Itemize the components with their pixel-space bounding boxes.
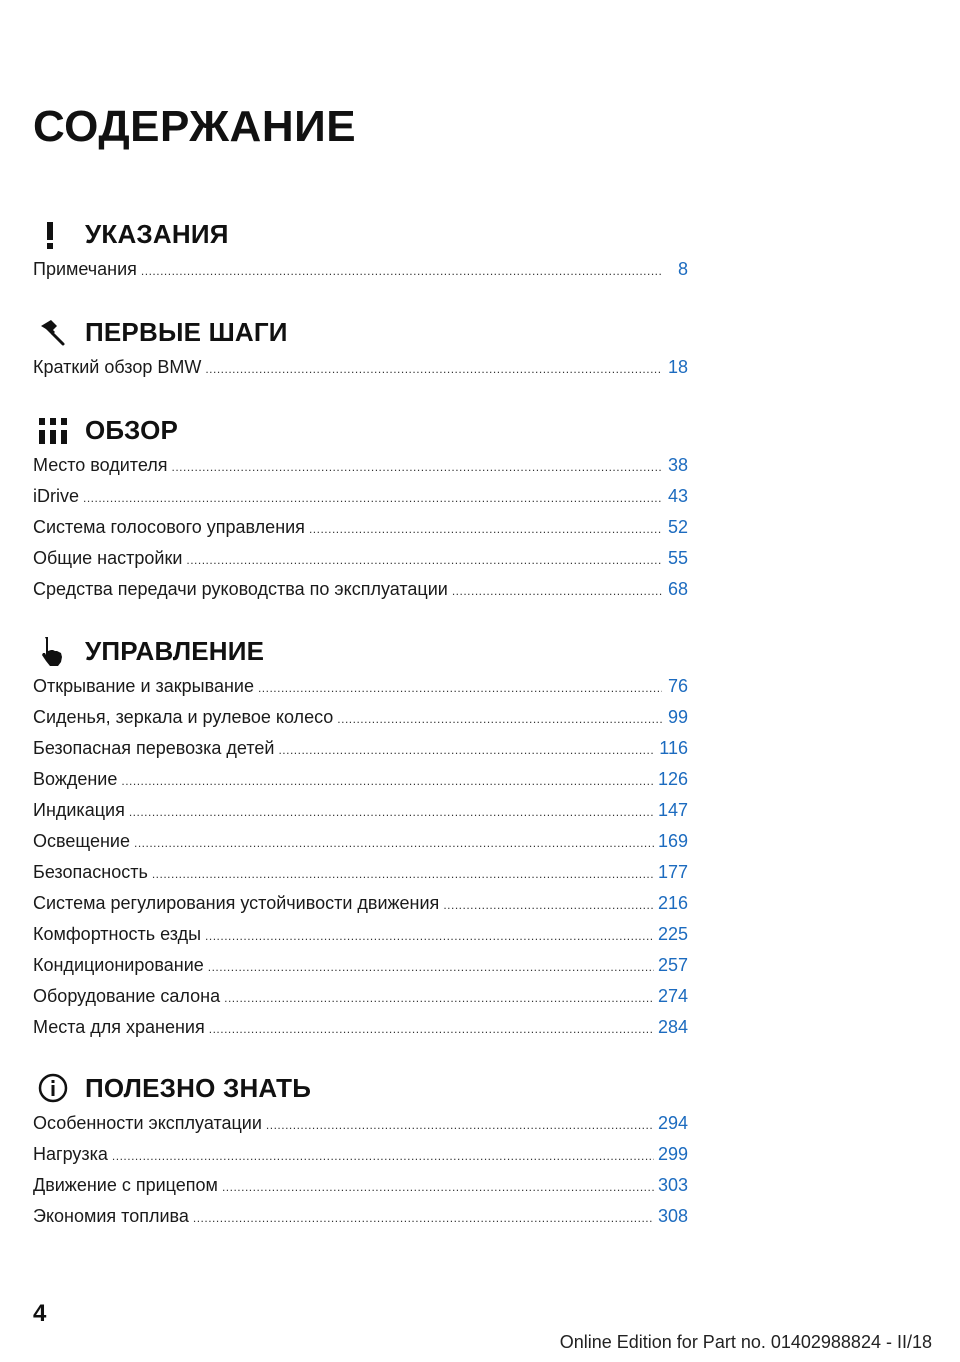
toc-entry-label: Движение с прицепом <box>33 1175 218 1195</box>
dot-leader <box>443 890 654 921</box>
section-header <box>33 312 688 352</box>
toc-entry-label: Краткий обзор BMW <box>33 357 202 377</box>
toc-entry-page[interactable]: 177 <box>657 862 688 882</box>
dot-leader <box>121 766 654 797</box>
toc-entry-label: Сиденья, зеркала и рулевое колесо <box>33 707 334 727</box>
page-number: 4 <box>33 1300 47 1327</box>
toc-entry-page[interactable]: 274 <box>657 986 688 1006</box>
dot-leader <box>222 1172 654 1203</box>
toc-entry-label: Нагрузка <box>33 1144 108 1164</box>
toc-entry[interactable] <box>33 512 688 543</box>
toc-entry-label: Система голосового управления <box>33 517 305 537</box>
toc-entry[interactable] <box>33 352 688 383</box>
exclamation-icon <box>33 214 73 254</box>
dot-leader <box>337 704 662 735</box>
section-notes <box>33 214 688 285</box>
toc-entry-label: Система регулирования устойчивости движения <box>33 893 440 913</box>
toc-entry[interactable] <box>33 450 688 481</box>
dot-leader <box>309 514 662 545</box>
toc-entry[interactable] <box>33 764 688 795</box>
toc-entry-label: Освещение <box>33 831 130 851</box>
toc-entry[interactable] <box>33 888 688 919</box>
dot-leader <box>83 483 662 514</box>
toc-entry[interactable] <box>33 857 688 888</box>
toc-entry[interactable] <box>33 481 688 512</box>
toc-entry-label: Места для хранения <box>33 1017 205 1037</box>
toc-entry-page[interactable]: 18 <box>667 357 688 377</box>
toc-entry-label: Место водителя <box>33 455 168 475</box>
toc-entry-page[interactable]: 68 <box>667 579 688 599</box>
toc-entry-page[interactable]: 303 <box>657 1175 688 1195</box>
toc-entry-page[interactable]: 225 <box>657 924 688 944</box>
toc-entry-page[interactable]: 216 <box>657 893 688 913</box>
toc-entry-label: Вождение <box>33 769 118 789</box>
dot-leader <box>258 673 662 704</box>
dot-leader <box>208 952 654 983</box>
toc-entry[interactable] <box>33 733 688 764</box>
dot-leader <box>152 859 654 890</box>
toc-entry-page[interactable]: 257 <box>657 955 688 975</box>
section-title: УКАЗАНИЯ <box>85 218 229 249</box>
toc-entry[interactable] <box>33 1139 688 1170</box>
toc-entry-page[interactable]: 126 <box>657 769 688 789</box>
toc-entry-page[interactable]: 55 <box>667 548 688 568</box>
toc-entry-page[interactable]: 169 <box>657 831 688 851</box>
toc-entry-label: Кондиционирование <box>33 955 204 975</box>
toc-entry-label: Особенности эксплуатации <box>33 1113 262 1133</box>
page-title: СОДЕРЖАНИЕ <box>33 102 357 151</box>
toc-entry[interactable] <box>33 543 688 574</box>
section-title: ПОЛЕЗНО ЗНАТЬ <box>85 1072 312 1103</box>
toc-entry-label: Безопасная перевозка детей <box>33 738 275 758</box>
toc-entry[interactable] <box>33 1170 688 1201</box>
toc-entry[interactable] <box>33 254 688 285</box>
toc-entry[interactable] <box>33 1108 688 1139</box>
toc-entry-label: Безопасность <box>33 862 148 882</box>
toc-entry-page[interactable]: 8 <box>677 259 688 279</box>
section-header <box>33 1068 688 1108</box>
dot-leader <box>186 545 662 576</box>
toc-entry[interactable] <box>33 574 688 605</box>
dot-leader <box>278 735 655 766</box>
toc-entry-page[interactable]: 147 <box>657 800 688 820</box>
toc-entry[interactable] <box>33 702 688 733</box>
section-header <box>33 410 688 450</box>
section-good-to-know <box>33 1068 688 1232</box>
section-title: УПРАВЛЕНИЕ <box>85 635 265 666</box>
toc-entry-label: Примечания <box>33 259 137 279</box>
dot-leader <box>129 797 654 828</box>
toc-entry-page[interactable]: 308 <box>657 1206 688 1226</box>
dot-leader <box>172 452 663 483</box>
footer-edition-note: Online Edition for Part no. 01402988824 - II/18 <box>559 1332 932 1352</box>
dot-leader <box>193 1203 654 1234</box>
toc-entry-label: Комфортность езды <box>33 924 202 944</box>
dot-leader <box>134 828 654 859</box>
dot-leader <box>452 576 662 607</box>
dot-leader <box>209 1014 654 1045</box>
toc-entry-label: Индикация <box>33 800 125 820</box>
dot-leader <box>205 921 654 952</box>
toc-entry[interactable] <box>33 919 688 950</box>
info-icon <box>33 1068 73 1108</box>
toc-entry-page[interactable]: 38 <box>667 455 688 475</box>
dot-leader <box>112 1141 654 1172</box>
toc-entry[interactable] <box>33 950 688 981</box>
toc-entry-page[interactable]: 76 <box>667 676 688 696</box>
toc-entry-label: Открывание и закрывание <box>33 676 254 696</box>
toc-entry[interactable] <box>33 981 688 1012</box>
toc-entry[interactable] <box>33 1012 688 1043</box>
section-first-steps <box>33 312 688 383</box>
grid-icon <box>33 410 73 450</box>
toc-entry[interactable] <box>33 795 688 826</box>
pin-icon <box>33 312 73 352</box>
dot-leader <box>205 354 662 385</box>
toc-entry-label: Средства передачи руководства по эксплуатации <box>33 579 448 599</box>
toc-entry-page[interactable]: 116 <box>659 738 688 758</box>
toc-entry-page[interactable]: 52 <box>667 517 688 537</box>
toc-entry[interactable] <box>33 671 688 702</box>
section-title: ПЕРВЫЕ ШАГИ <box>85 316 288 347</box>
toc-entry-label: Общие настройки <box>33 548 183 568</box>
section-header <box>33 631 688 671</box>
toc-entry-page[interactable]: 99 <box>667 707 688 727</box>
toc-entry-label: iDrive <box>33 486 80 506</box>
section-controls <box>33 631 688 1043</box>
toc-entry-label: Оборудование салона <box>33 986 221 1006</box>
section-header <box>33 214 688 254</box>
section-title: ОБЗОР <box>85 414 179 445</box>
dot-leader <box>224 983 654 1014</box>
section-overview <box>33 410 688 605</box>
toc-entry-label: Экономия топлива <box>33 1206 189 1226</box>
toc-entry[interactable] <box>33 1201 688 1232</box>
toc-entry-page[interactable]: 294 <box>657 1113 688 1133</box>
toc-entry-page[interactable]: 284 <box>657 1017 688 1037</box>
hand-pointer-icon <box>33 631 73 671</box>
toc-entry-page[interactable]: 299 <box>657 1144 688 1164</box>
dot-leader <box>266 1110 654 1141</box>
dot-leader <box>141 256 662 287</box>
toc-entry-page[interactable]: 43 <box>667 486 688 506</box>
toc-entry[interactable] <box>33 826 688 857</box>
